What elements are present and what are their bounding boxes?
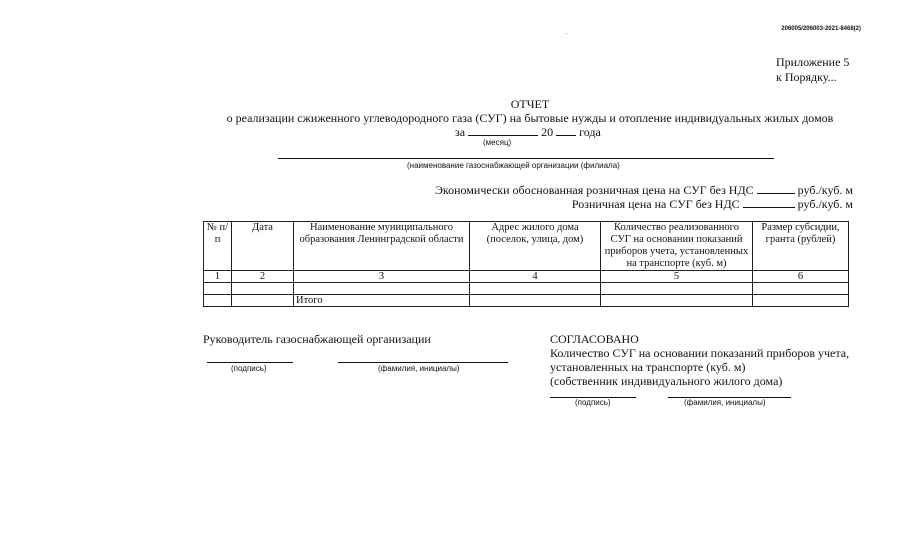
head-name-caption: (фамилия, инициалы): [378, 364, 460, 373]
year-prefix: 20: [541, 125, 554, 139]
report-period: [455, 124, 601, 140]
org-name-caption: (наименование газоснабжающей организации (филиала): [407, 161, 620, 170]
table-cell[interactable]: [753, 295, 849, 307]
annex-line-1: Приложение 5: [776, 55, 850, 69]
annex-line-2: к Порядку...: [776, 70, 837, 84]
column-number: 1: [204, 271, 232, 283]
agreed-line-2: установленных на транспорте (куб. м): [550, 360, 746, 374]
table-cell[interactable]: [204, 283, 232, 295]
column-number: 2: [232, 271, 294, 283]
head-name-line: [338, 362, 508, 363]
month-caption: (месяц): [483, 138, 512, 147]
column-number: 3: [294, 271, 470, 283]
org-name-line: [278, 158, 774, 159]
head-of-organization-label: Руководитель газоснабжающей организации: [203, 332, 431, 346]
agreed-title: СОГЛАСОВАНО: [550, 332, 639, 346]
header-address: Адрес жилого дома (поселок, улица, дом): [470, 222, 601, 271]
period-suffix: года: [579, 125, 601, 139]
table-total-row: [204, 295, 849, 307]
column-number: 4: [470, 271, 601, 283]
report-subtitle: о реализации сжиженного углеводородного газа (СУГ) на бытовые нужды и отопление индивидуальных жилых домов: [226, 111, 834, 125]
stray-mark: .: [566, 30, 568, 36]
table-cell[interactable]: [470, 295, 601, 307]
economic-price-unit: руб./куб. м: [797, 183, 853, 197]
head-signature-caption: (подпись): [231, 364, 267, 373]
retail-price-unit: руб./куб. м: [797, 197, 853, 211]
agreed-line-1: Количество СУГ на основании показаний приборов учета,: [550, 346, 850, 360]
economic-price-line: [435, 183, 853, 198]
table-cell[interactable]: [232, 283, 294, 295]
table-cell[interactable]: [601, 295, 753, 307]
agreed-block: [550, 332, 849, 388]
table-row: [204, 283, 849, 295]
table-column-numbers-row: [204, 271, 849, 283]
table-cell[interactable]: [753, 283, 849, 295]
table-cell[interactable]: [601, 283, 753, 295]
period-prefix: за: [455, 125, 466, 139]
year-blank: [556, 124, 576, 136]
header-subsidy: Размер субсидии, гранта (рублей): [753, 222, 849, 271]
document-id: 206005/206003-2021-8468(2): [781, 26, 861, 32]
table-cell[interactable]: [470, 283, 601, 295]
month-blank: [468, 124, 538, 136]
header-date: Дата: [232, 222, 294, 271]
owner-name-caption: (фамилия, инициалы): [684, 398, 766, 407]
retail-price-blank: [743, 197, 795, 208]
economic-price-label: Экономически обоснованная розничная цена на СУГ без НДС: [434, 183, 754, 197]
table-cell[interactable]: [294, 283, 470, 295]
annex-note: [776, 55, 849, 85]
header-municipality: Наименование муниципального образования Ленинградской области: [294, 222, 470, 271]
table-cell[interactable]: [232, 295, 294, 307]
agreed-line-3: (собственник индивидуального жилого дома): [550, 374, 783, 388]
header-quantity: Количество реализованного СУГ на основании показаний приборов учета, установленных на транспорте (куб. м): [601, 222, 753, 271]
retail-price-line: [572, 197, 853, 212]
report-table: [203, 221, 849, 307]
column-number: 5: [601, 271, 753, 283]
report-title: ОТЧЕТ: [510, 97, 550, 111]
head-signature-line: [207, 362, 293, 363]
owner-signature-caption: (подпись): [575, 398, 611, 407]
total-label: Итого: [294, 295, 470, 307]
column-number: 6: [753, 271, 849, 283]
retail-price-label: Розничная цена на СУГ без НДС: [571, 197, 740, 211]
economic-price-blank: [757, 183, 795, 194]
table-header-row: [204, 222, 849, 271]
header-number: № п/п: [204, 222, 232, 271]
table-cell[interactable]: [204, 295, 232, 307]
